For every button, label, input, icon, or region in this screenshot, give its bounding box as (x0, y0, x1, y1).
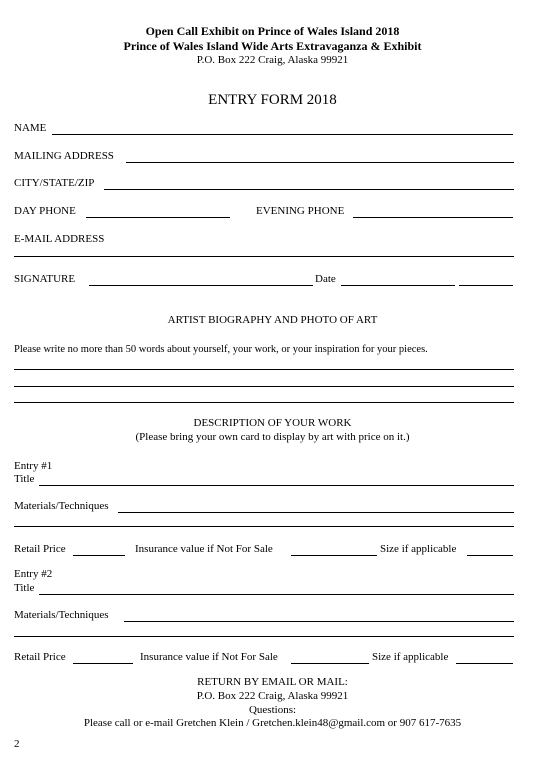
bio-instruction: Please write no more than 50 words about yourself, your work, or your inspiration for your pieces. (14, 344, 428, 355)
entry-2-retail-field-line[interactable] (73, 663, 133, 664)
entry-1-materials-label: Materials/Techniques (14, 500, 109, 512)
entry-1-title-field-line[interactable] (39, 485, 514, 486)
name-label: NAME (14, 122, 47, 134)
bio-line-2[interactable] (14, 386, 514, 387)
entry-2-label: Entry #2 (14, 568, 53, 580)
date-label: Date (315, 273, 336, 285)
signature-label: SIGNATURE (14, 273, 76, 285)
header-line-2: Prince of Wales Island Wide Arts Extravaganza & Exhibit (123, 39, 422, 53)
entry-2-title-field-line[interactable] (39, 594, 514, 595)
entry-2-materials-line-2[interactable] (14, 636, 514, 637)
entry-1-size-field-line[interactable] (467, 555, 513, 556)
description-subheading: (Please bring your own card to display by art with price on it.) (135, 431, 410, 443)
entry-2-materials-label: Materials/Techniques (14, 609, 109, 621)
entry-1-label: Entry #1 (14, 460, 53, 472)
entry-2-size-field-line[interactable] (456, 663, 513, 664)
entry-1-size-label: Size if applicable (380, 543, 457, 555)
bio-line-3[interactable] (14, 402, 514, 403)
date-field-line-1[interactable] (341, 285, 455, 286)
contact-info: Please call or e-mail Gretchen Klein / Gretchen.klein48@gmail.com or 907 617-7635 (83, 717, 462, 729)
entry-1-title-label: Title (14, 473, 35, 485)
entry-1-retail-label: Retail Price (14, 543, 66, 555)
entry-2-insurance-field-line[interactable] (291, 663, 369, 664)
entry-2-retail-label: Retail Price (14, 651, 66, 663)
entry-2-materials-field-line[interactable] (124, 621, 514, 622)
page-number: 2 (14, 738, 20, 750)
description-heading: DESCRIPTION OF YOUR WORK (193, 417, 352, 429)
entry-1-materials-line-2[interactable] (14, 526, 514, 527)
entry-1-insurance-field-line[interactable] (291, 555, 377, 556)
bio-line-1[interactable] (14, 369, 514, 370)
signature-field-line[interactable] (89, 285, 313, 286)
entry-1-retail-field-line[interactable] (73, 555, 125, 556)
header-line-1: Open Call Exhibit on Prince of Wales Island 2018 (145, 24, 400, 38)
city-state-zip-label: CITY/STATE/ZIP (14, 177, 95, 189)
entry-2-title-label: Title (14, 582, 35, 594)
header-address: P.O. Box 222 Craig, Alaska 99921 (196, 54, 349, 66)
day-phone-label: DAY PHONE (14, 205, 76, 217)
mailing-address-label: MAILING ADDRESS (14, 150, 114, 162)
form-title: ENTRY FORM 2018 (208, 92, 337, 108)
email-label: E-MAIL ADDRESS (14, 233, 105, 245)
entry-2-insurance-label: Insurance value if Not For Sale (140, 651, 278, 663)
footer-address: P.O. Box 222 Craig, Alaska 99921 (196, 690, 349, 702)
return-instructions: RETURN BY EMAIL OR MAIL: (197, 676, 348, 688)
bio-heading: ARTIST BIOGRAPHY AND PHOTO OF ART (167, 314, 378, 326)
day-phone-field-line[interactable] (86, 217, 230, 218)
date-field-line-2[interactable] (459, 285, 513, 286)
entry-1-materials-field-line[interactable] (118, 512, 514, 513)
evening-phone-field-line[interactable] (353, 217, 513, 218)
email-field-line[interactable] (14, 256, 514, 257)
name-field-line[interactable] (52, 134, 513, 135)
entry-2-size-label: Size if applicable (372, 651, 449, 663)
entry-1-insurance-label: Insurance value if Not For Sale (135, 543, 273, 555)
city-state-zip-field-line[interactable] (104, 189, 514, 190)
mailing-address-field-line[interactable] (126, 162, 514, 163)
questions-label: Questions: (248, 704, 297, 716)
evening-phone-label: EVENING PHONE (256, 205, 345, 217)
